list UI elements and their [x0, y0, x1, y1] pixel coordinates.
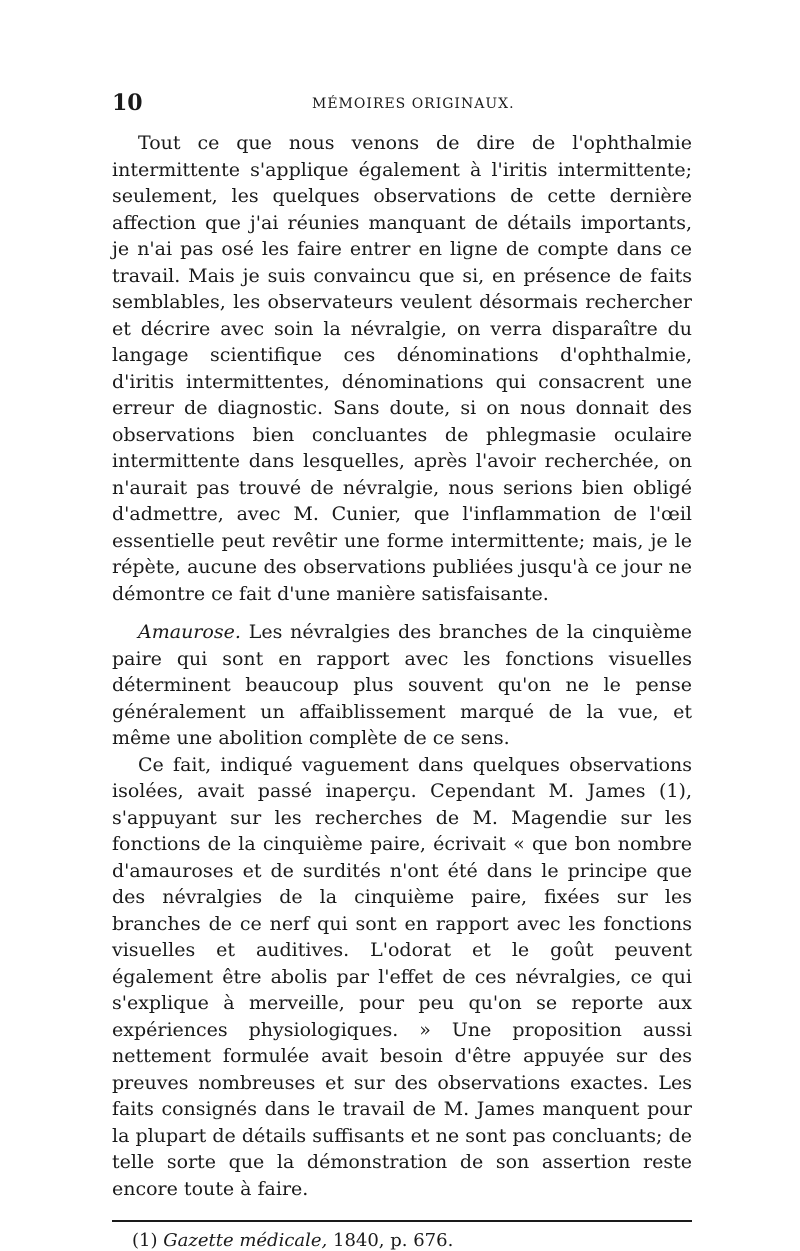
footnote	[112, 1230, 692, 1251]
paragraph-ophthalmie	[112, 130, 692, 607]
paragraph-amaurose	[112, 619, 692, 752]
running-head	[112, 90, 692, 120]
running-head-title: MÉMOIRES ORIGINAUX.	[312, 96, 515, 112]
body-text	[112, 130, 692, 1202]
footnote-details: 1840, p. 676.	[333, 1230, 454, 1251]
paragraph-james	[112, 752, 692, 1203]
paragraph-text: Ce fait, indiqué vaguement dans quelques observations isolées, avait passé inaperçu. Cependant M. James (1), s'appuyant sur les recherches de M. Magendie sur les fonctions de la cinquième paire, écrivait « que bon nombre d'amauroses et de surdités n'ont été dans le principe que des névralgies de la cinquième paire, fixées sur les branches de ce nerf qui sont en rapport avec les fonctions visuelles et auditives. L'odorat et le goût peuvent également être abolis par l'effet de ces névralgies, ce qui s'explique à merveille, pour peu qu'on se reporte aux expériences physiologiques. » Une proposition aussi nettement formulée avait besoin d'être appuyée sur des preuves nombreuses et sur des observations exactes. Les faits consignés dans le travail de M. James manquent pour la plupart de détails suffisants et ne sont pas concluants; de telle sorte que la démonstration de son assertion reste encore toute à faire.	[112, 753, 692, 1200]
footnote-source: Gazette médicale,	[163, 1230, 328, 1251]
book-page	[112, 90, 692, 1251]
page-number: 10	[112, 90, 143, 116]
footnote-marker: (1)	[132, 1230, 158, 1251]
paragraph-text: Tout ce que nous venons de dire de l'ophthalmie intermittente s'applique également à l'iritis intermittente; seulement, les quelques observations de cette dernière affection que j'ai réunies manquant de détails importants, je n'ai pas osé les faire entrer en ligne de compte dans ce travail. Mais je suis convaincu que si, en présence de faits semblables, les observateurs veulent désormais rechercher et décrire avec soin la névralgie, on verra disparaître du langage scientifique ces dénominations d'ophthalmie, d'iritis intermittentes, dénominations qui consacrent une erreur de diagnostic. Sans doute, si on nous donnait des observations bien concluantes de phlegmasie oculaire intermittente dans lesquelles, après l'avoir recherchée, on n'aurait pas trouvé de névralgie, nous serions bien obligé d'admettre, avec M. Cunier, que l'inflammation de l'œil essentielle peut revêtir une forme intermittente; mais, je le répète, aucune des observations publiées jusqu'à ce jour ne démontre ce fait d'une manière satisfaisante.	[112, 132, 692, 605]
section-lead-amaurose: Amaurose.	[138, 621, 241, 643]
footnote-rule	[112, 1220, 692, 1222]
paragraph-text: Les névralgies des branches de la cinquième paire qui sont en rapport avec les fonctions visuelles déterminent beaucoup plus souvent qu'on ne le pense généralement un affaiblissement marqué de la vue, et même une abolition complète de ce sens.	[112, 621, 692, 749]
